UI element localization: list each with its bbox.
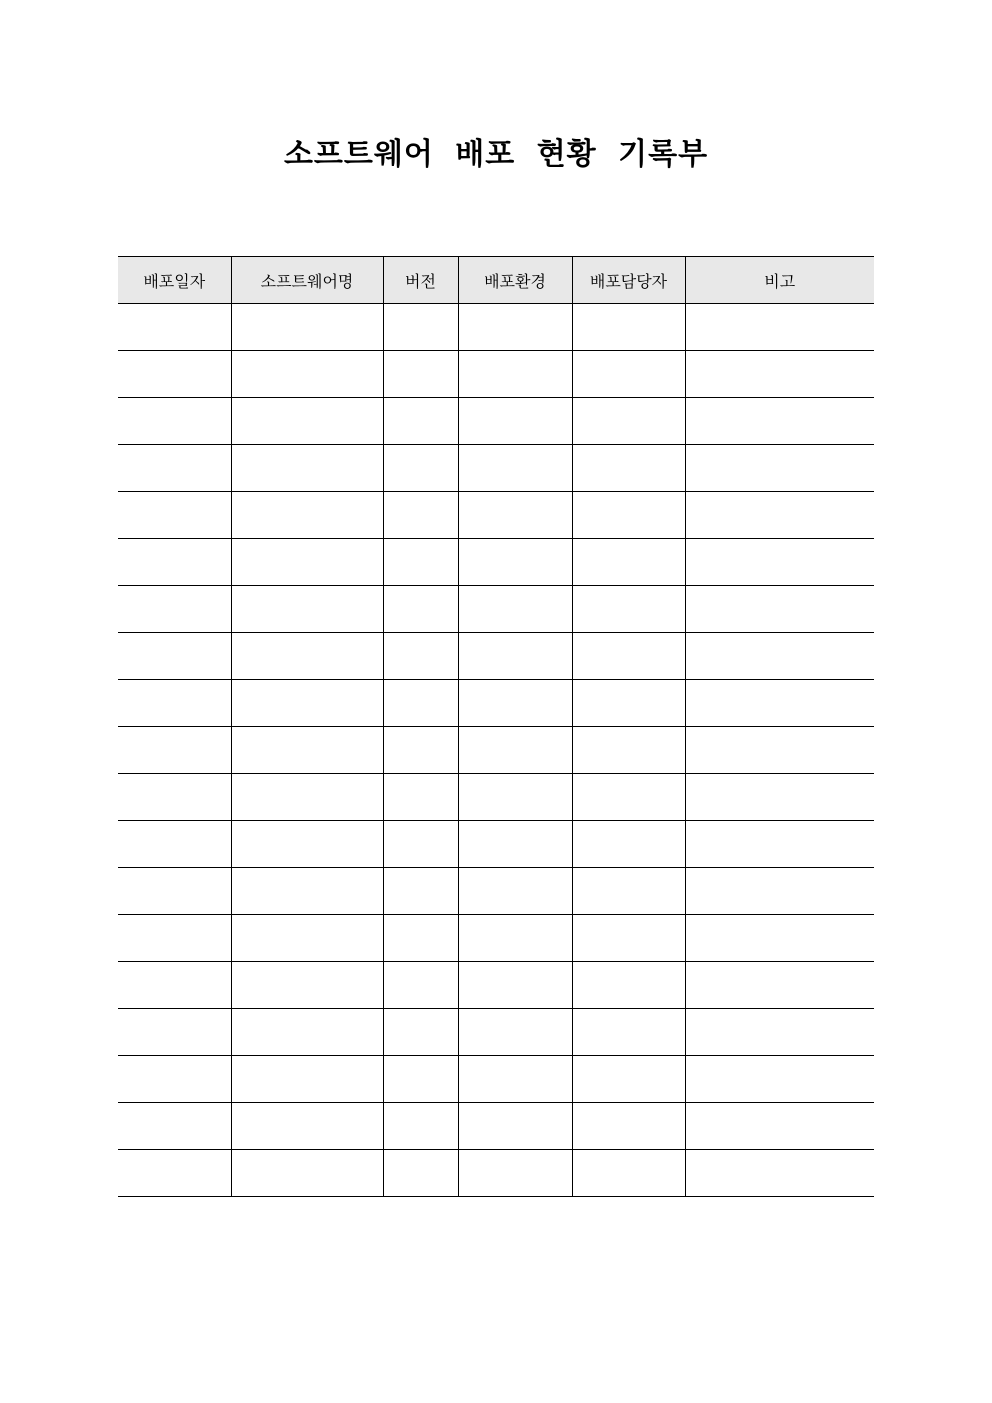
deploy-environment-cell[interactable] xyxy=(458,1056,572,1103)
deploy-manager-cell[interactable] xyxy=(572,915,685,962)
header-deploy-date: 배포일자 xyxy=(118,257,231,304)
version-cell[interactable] xyxy=(383,445,458,492)
remarks-cell[interactable] xyxy=(685,304,874,351)
deploy-manager-cell[interactable] xyxy=(572,1150,685,1197)
version-cell[interactable] xyxy=(383,774,458,821)
version-cell[interactable] xyxy=(383,727,458,774)
software-name-cell[interactable] xyxy=(231,398,383,445)
deploy-manager-cell[interactable] xyxy=(572,962,685,1009)
remarks-cell[interactable] xyxy=(685,1056,874,1103)
table-row xyxy=(118,586,874,633)
software-name-cell[interactable] xyxy=(231,351,383,398)
deploy-manager-cell[interactable] xyxy=(572,539,685,586)
header-version: 버전 xyxy=(383,257,458,304)
remarks-cell[interactable] xyxy=(685,868,874,915)
software-name-cell[interactable] xyxy=(231,539,383,586)
remarks-cell[interactable] xyxy=(685,633,874,680)
deploy-environment-cell[interactable] xyxy=(458,351,572,398)
deploy-environment-cell[interactable] xyxy=(458,586,572,633)
deploy-environment-cell[interactable] xyxy=(458,821,572,868)
software-name-cell[interactable] xyxy=(231,962,383,1009)
deploy-manager-cell[interactable] xyxy=(572,1009,685,1056)
version-cell[interactable] xyxy=(383,492,458,539)
remarks-cell[interactable] xyxy=(685,586,874,633)
remarks-cell[interactable] xyxy=(685,962,874,1009)
deploy-environment-cell[interactable] xyxy=(458,868,572,915)
deploy-date-cell[interactable] xyxy=(118,1150,231,1197)
deploy-date-cell[interactable] xyxy=(118,962,231,1009)
deploy-environment-cell[interactable] xyxy=(458,774,572,821)
table-row xyxy=(118,1009,874,1056)
table-row xyxy=(118,445,874,492)
version-cell[interactable] xyxy=(383,304,458,351)
table-row xyxy=(118,868,874,915)
deploy-date-cell[interactable] xyxy=(118,727,231,774)
deploy-date-cell[interactable] xyxy=(118,868,231,915)
deploy-date-cell[interactable] xyxy=(118,821,231,868)
remarks-cell[interactable] xyxy=(685,351,874,398)
table-row xyxy=(118,1056,874,1103)
deploy-date-cell[interactable] xyxy=(118,1056,231,1103)
document-title: 소프트웨어 배포 현황 기록부 xyxy=(283,137,709,172)
software-name-cell[interactable] xyxy=(231,1103,383,1150)
deploy-date-cell[interactable] xyxy=(118,586,231,633)
header-remarks: 비고 xyxy=(685,257,874,304)
software-name-cell[interactable] xyxy=(231,1056,383,1103)
software-name-cell[interactable] xyxy=(231,445,383,492)
deploy-environment-cell[interactable] xyxy=(458,915,572,962)
header-deploy-environment: 배포환경 xyxy=(458,257,572,304)
remarks-cell[interactable] xyxy=(685,492,874,539)
remarks-cell[interactable] xyxy=(685,1009,874,1056)
deploy-date-cell[interactable] xyxy=(118,1009,231,1056)
table-row xyxy=(118,727,874,774)
software-name-cell[interactable] xyxy=(231,727,383,774)
remarks-cell[interactable] xyxy=(685,680,874,727)
table-row xyxy=(118,351,874,398)
version-cell[interactable] xyxy=(383,1103,458,1150)
table-row xyxy=(118,492,874,539)
deploy-manager-cell[interactable] xyxy=(572,445,685,492)
remarks-cell[interactable] xyxy=(685,727,874,774)
deploy-manager-cell[interactable] xyxy=(572,492,685,539)
deploy-manager-cell[interactable] xyxy=(572,586,685,633)
deploy-date-cell[interactable] xyxy=(118,539,231,586)
version-cell[interactable] xyxy=(383,351,458,398)
deploy-date-cell[interactable] xyxy=(118,1103,231,1150)
table-row xyxy=(118,1150,874,1197)
software-name-cell[interactable] xyxy=(231,821,383,868)
deploy-manager-cell[interactable] xyxy=(572,398,685,445)
remarks-cell[interactable] xyxy=(685,539,874,586)
version-cell[interactable] xyxy=(383,962,458,1009)
deploy-manager-cell[interactable] xyxy=(572,727,685,774)
table-row xyxy=(118,304,874,351)
table-row xyxy=(118,821,874,868)
software-name-cell[interactable] xyxy=(231,774,383,821)
software-name-cell[interactable] xyxy=(231,868,383,915)
deploy-date-cell[interactable] xyxy=(118,304,231,351)
deploy-manager-cell[interactable] xyxy=(572,774,685,821)
deploy-manager-cell[interactable] xyxy=(572,351,685,398)
table-row xyxy=(118,1103,874,1150)
software-name-cell[interactable] xyxy=(231,680,383,727)
version-cell[interactable] xyxy=(383,868,458,915)
deploy-date-cell[interactable] xyxy=(118,351,231,398)
table-row xyxy=(118,633,874,680)
table-header-row xyxy=(118,257,874,304)
software-name-cell[interactable] xyxy=(231,304,383,351)
version-cell[interactable] xyxy=(383,1150,458,1197)
deploy-environment-cell[interactable] xyxy=(458,445,572,492)
deploy-manager-cell[interactable] xyxy=(572,1056,685,1103)
software-name-cell[interactable] xyxy=(231,586,383,633)
deploy-environment-cell[interactable] xyxy=(458,962,572,1009)
version-cell[interactable] xyxy=(383,915,458,962)
deploy-environment-cell[interactable] xyxy=(458,398,572,445)
deploy-environment-cell[interactable] xyxy=(458,304,572,351)
deploy-manager-cell[interactable] xyxy=(572,1103,685,1150)
table-row xyxy=(118,962,874,1009)
deployment-log-table xyxy=(118,256,874,1197)
header-deploy-manager: 배포담당자 xyxy=(572,257,685,304)
deploy-environment-cell[interactable] xyxy=(458,680,572,727)
version-cell[interactable] xyxy=(383,539,458,586)
remarks-cell[interactable] xyxy=(685,1103,874,1150)
deploy-environment-cell[interactable] xyxy=(458,492,572,539)
deploy-manager-cell[interactable] xyxy=(572,304,685,351)
deploy-environment-cell[interactable] xyxy=(458,539,572,586)
software-name-cell[interactable] xyxy=(231,915,383,962)
software-name-cell[interactable] xyxy=(231,1150,383,1197)
deploy-manager-cell[interactable] xyxy=(572,821,685,868)
deploy-date-cell[interactable] xyxy=(118,398,231,445)
deploy-manager-cell[interactable] xyxy=(572,868,685,915)
table-row xyxy=(118,774,874,821)
version-cell[interactable] xyxy=(383,680,458,727)
remarks-cell[interactable] xyxy=(685,915,874,962)
table-row xyxy=(118,680,874,727)
table-row xyxy=(118,398,874,445)
deploy-date-cell[interactable] xyxy=(118,445,231,492)
table-body xyxy=(118,304,874,1197)
deploy-environment-cell[interactable] xyxy=(458,633,572,680)
table-row xyxy=(118,915,874,962)
header-software-name: 소프트웨어명 xyxy=(231,257,383,304)
version-cell[interactable] xyxy=(383,1009,458,1056)
deploy-manager-cell[interactable] xyxy=(572,633,685,680)
deploy-date-cell[interactable] xyxy=(118,492,231,539)
deploy-environment-cell[interactable] xyxy=(458,727,572,774)
software-name-cell[interactable] xyxy=(231,1009,383,1056)
software-name-cell[interactable] xyxy=(231,633,383,680)
deploy-date-cell[interactable] xyxy=(118,633,231,680)
remarks-cell[interactable] xyxy=(685,774,874,821)
remarks-cell[interactable] xyxy=(685,445,874,492)
remarks-cell[interactable] xyxy=(685,1150,874,1197)
version-cell[interactable] xyxy=(383,633,458,680)
version-cell[interactable] xyxy=(383,398,458,445)
deploy-date-cell[interactable] xyxy=(118,680,231,727)
deploy-date-cell[interactable] xyxy=(118,915,231,962)
table-row xyxy=(118,539,874,586)
remarks-cell[interactable] xyxy=(685,398,874,445)
version-cell[interactable] xyxy=(383,1056,458,1103)
deploy-date-cell[interactable] xyxy=(118,774,231,821)
version-cell[interactable] xyxy=(383,586,458,633)
deploy-environment-cell[interactable] xyxy=(458,1009,572,1056)
deploy-manager-cell[interactable] xyxy=(572,680,685,727)
deploy-environment-cell[interactable] xyxy=(458,1103,572,1150)
deploy-environment-cell[interactable] xyxy=(458,1150,572,1197)
version-cell[interactable] xyxy=(383,821,458,868)
software-name-cell[interactable] xyxy=(231,492,383,539)
remarks-cell[interactable] xyxy=(685,821,874,868)
